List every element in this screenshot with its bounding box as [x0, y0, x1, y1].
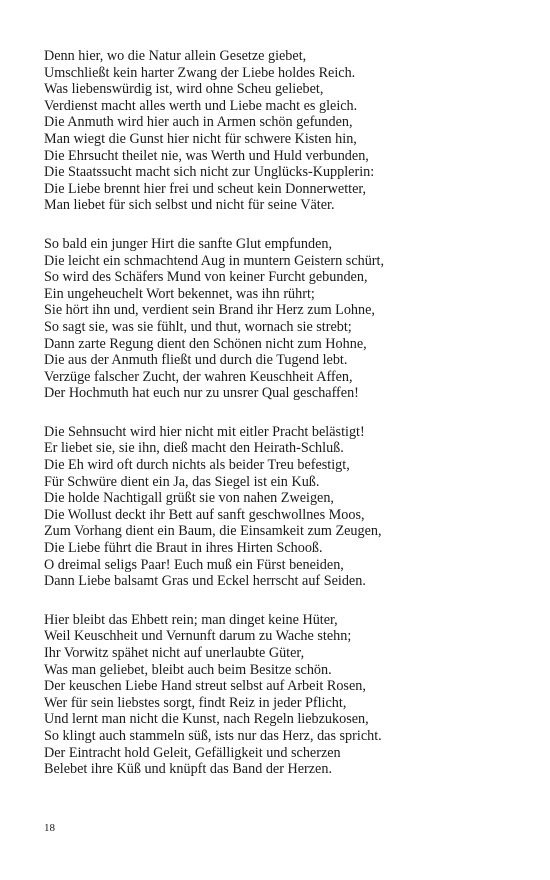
verse-line: Wer für sein liebstes sorgt, findt Reiz in jeder Pflicht, [44, 694, 347, 711]
verse-line: So bald ein junger Hirt die sanfte Glut empfunden, [44, 235, 333, 252]
verse-line: Der Eintracht hold Geleit, Gefälligkeit und scherzen [44, 744, 341, 761]
verse-line: Man wiegt die Gunst hier nicht für schwere Kisten hin, [44, 130, 357, 147]
verse-line: Die leicht ein schmachtend Aug in muntern Geistern schürt, [44, 252, 385, 269]
verse-line: Die Liebe brennt hier frei und scheut kein Donnerwetter, [44, 180, 367, 197]
verse-line: Was liebenswürdig ist, wird ohne Scheu geliebet, [44, 81, 324, 98]
verse-line: Zum Vorhang dient ein Baum, die Einsamkeit zum Zeugen, [44, 523, 382, 540]
verse-line: So sagt sie, was sie fühlt, und thut, wornach sie strebt; [44, 318, 352, 335]
verse-line: O dreimal seligs Paar! Euch muß ein Fürst beneiden, [44, 556, 344, 573]
verse-line: Der Hochmuth hat euch nur zu unsrer Qual geschaffen! [44, 385, 359, 402]
verse-line: Die Liebe führt die Braut in ihres Hirten Schooß. [44, 540, 323, 557]
verse-line: Verzüge falscher Zucht, der wahren Keuschheit Affen, [44, 368, 353, 385]
verse-line: Die Anmuth wird hier auch in Armen schön gefunden, [44, 114, 353, 131]
verse-line: Man liebet für sich selbst und nicht für seine Väter. [44, 197, 335, 214]
stanza-3 [44, 424, 524, 590]
poem-page [44, 48, 524, 800]
verse-line: Die holde Nachtigall grüßt sie von nahen Zweigen, [44, 490, 334, 507]
verse-line: Weil Keuschheit und Vernunft darum zu Wache stehn; [44, 628, 352, 645]
verse-line: Und lernt man nicht die Kunst, nach Regeln liebzukosen, [44, 711, 369, 728]
verse-line: So wird des Schäfers Mund von keiner Furcht gebunden, [44, 269, 368, 286]
verse-line: Ein ungeheuchelt Wort bekennet, was ihn rührt; [44, 285, 315, 302]
verse-line: Sie hört ihn und, verdient sein Brand ihr Herz zum Lohne, [44, 302, 375, 319]
verse-line: Denn hier, wo die Natur allein Gesetze giebet, [44, 48, 307, 64]
stanza-4 [44, 612, 524, 778]
verse-line: Umschließt kein harter Zwang der Liebe holdes Reich. [44, 64, 356, 81]
stanza-1 [44, 48, 524, 214]
verse-line: Hier bleibt das Ehbett rein; man dinget keine Hüter, [44, 611, 338, 628]
verse-line: Dann zarte Regung dient den Schönen nicht zum Hohne, [44, 335, 367, 352]
verse-line: Verdienst macht alles werth und Liebe macht es gleich. [44, 97, 358, 114]
stanza-2 [44, 236, 524, 402]
verse-line: Die Ehrsucht theilet nie, was Werth und Huld verbunden, [44, 147, 369, 164]
verse-line: Belebet ihre Küß und knüpft das Band der Herzen. [44, 761, 332, 778]
verse-line: Ihr Vorwitz spähet nicht auf unerlaubte Güter, [44, 645, 305, 661]
verse-line: Die Sehnsucht wird hier nicht mit eitler Pracht belästigt! [44, 423, 365, 440]
verse-line: Dann Liebe balsamt Gras und Eckel herrscht auf Seiden. [44, 573, 366, 590]
verse-line: Für Schwüre dient ein Ja, das Siegel ist ein Kuß. [44, 473, 320, 490]
verse-line: Die aus der Anmuth fließt und durch die Tugend lebt. [44, 352, 348, 369]
verse-line: Er liebet sie, sie ihn, dieß macht den Heirath-Schluß. [44, 440, 344, 457]
verse-line: Die Eh wird oft durch nichts als beider Treu befestigt, [44, 457, 350, 474]
page-number: 18 [44, 822, 55, 834]
verse-line: So klingt auch stammeln süß, ists nur das Herz, das spricht. [44, 727, 382, 744]
verse-line: Der keuschen Liebe Hand streut selbst auf Arbeit Rosen, [44, 678, 366, 695]
verse-line: Was man geliebet, bleibt auch beim Besitze schön. [44, 661, 332, 678]
verse-line: Die Staatssucht macht sich nicht zur Unglücks-Kupplerin: [44, 164, 375, 181]
verse-line: Die Wollust deckt ihr Bett auf sanft geschwollnes Moos, [44, 506, 365, 523]
